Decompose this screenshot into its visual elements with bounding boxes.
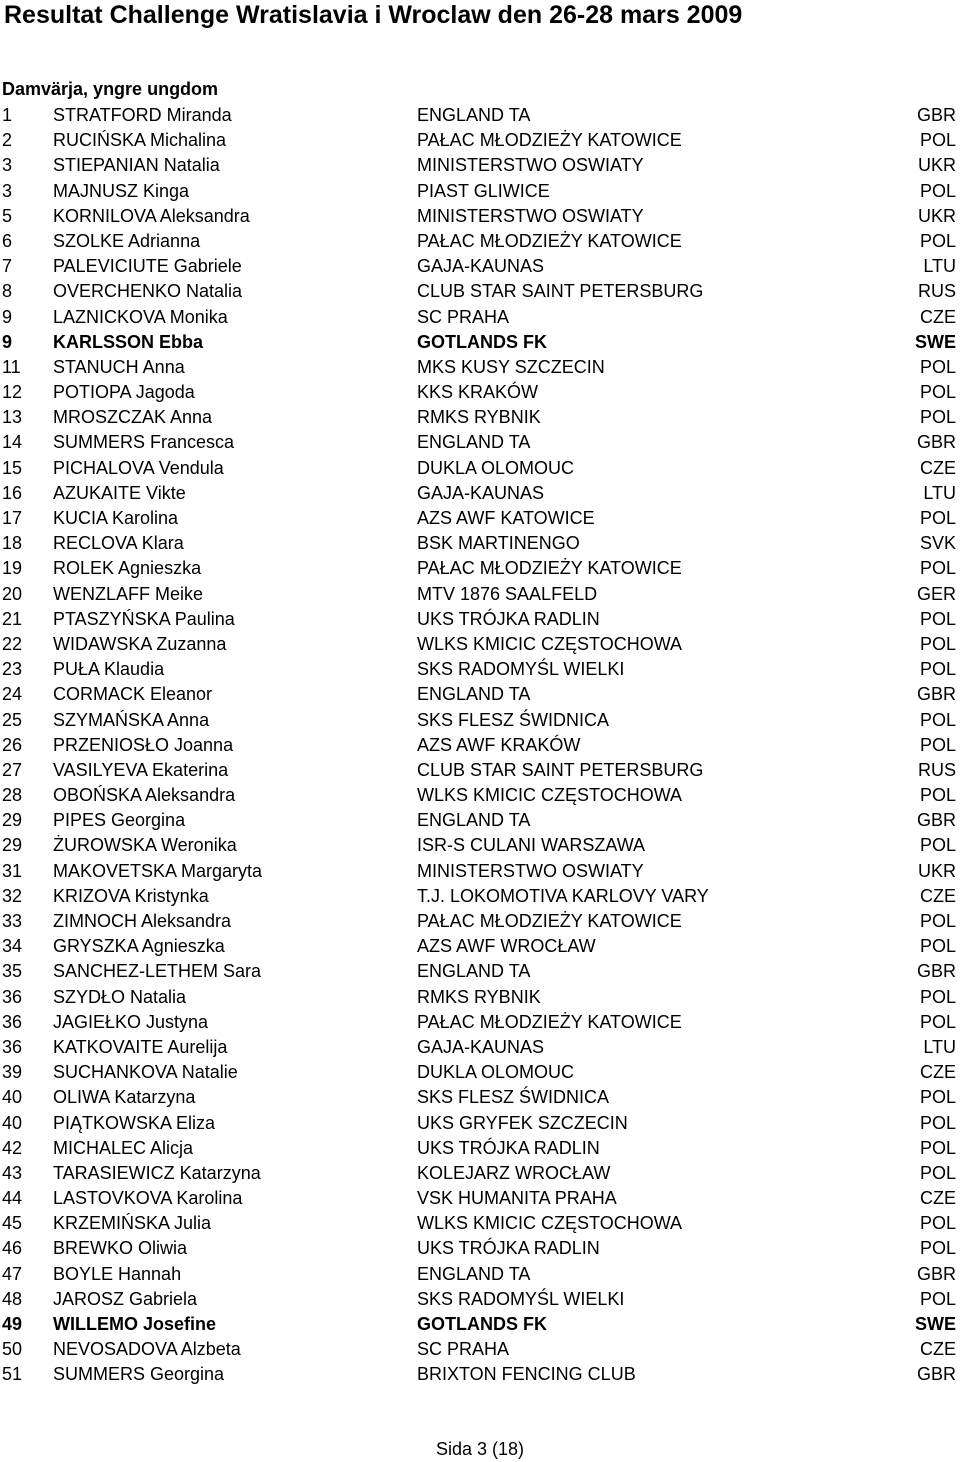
club-cell: VSK HUMANITA PRAHA <box>417 1188 617 1209</box>
result-row <box>0 833 960 858</box>
rank-cell: 7 <box>2 256 13 277</box>
country-cell: POL <box>919 130 956 151</box>
country-cell: UKR <box>917 860 956 881</box>
rank-cell: 6 <box>2 230 13 251</box>
result-row <box>0 1337 960 1362</box>
result-row <box>0 204 960 229</box>
club-cell: PAŁAC MŁODZIEŻY KATOWICE <box>417 1011 682 1032</box>
name-cell: MAKOVETSKA Margaryta <box>53 860 263 881</box>
name-cell: PUŁA Klaudia <box>53 659 165 680</box>
country-cell: CZE <box>920 306 956 327</box>
club-cell: AZS AWF KATOWICE <box>417 508 595 528</box>
result-row <box>0 1362 960 1387</box>
country-cell: POL <box>919 936 956 957</box>
result-row <box>0 153 960 178</box>
name-cell: JAROSZ Gabriela <box>53 1288 198 1309</box>
result-row <box>0 1287 960 1312</box>
name-cell: OBOŃSKA Aleksandra <box>53 785 236 806</box>
result-row <box>0 1211 960 1236</box>
rank-cell: 3 <box>2 155 13 176</box>
name-cell: NEVOSADOVA Alzbeta <box>53 1339 241 1360</box>
club-cell: MINISTERSTWO OSWIATY <box>417 860 644 881</box>
rank-cell: 9 <box>2 306 13 327</box>
club-cell: WLKS KMICIC CZĘSTOCHOWA <box>417 633 683 654</box>
name-cell: PICHALOVA Vendula <box>53 457 224 478</box>
rank-cell: 50 <box>2 1339 23 1360</box>
name-cell: BOYLE Hannah <box>53 1263 182 1284</box>
name-cell: KATKOVAITE Aurelija <box>53 1036 228 1057</box>
club-cell: SC PRAHA <box>417 1339 510 1360</box>
country-cell: POL <box>919 709 956 730</box>
country-cell: POL <box>919 1112 956 1133</box>
country-cell: UKR <box>917 205 956 226</box>
club-cell: PAŁAC MŁODZIEŻY KATOWICE <box>417 230 682 251</box>
club-cell: DUKLA OLOMOUC <box>417 1062 575 1083</box>
result-row <box>0 506 960 531</box>
result-row <box>0 708 960 733</box>
country-cell: GBR <box>916 105 956 125</box>
club-cell: RMKS RYBNIK <box>417 986 541 1007</box>
results-list <box>0 103 960 1388</box>
rank-cell: 47 <box>2 1263 23 1284</box>
result-row <box>0 582 960 607</box>
result-row <box>0 179 960 204</box>
name-cell: STIEPANIAN Natalia <box>53 155 220 176</box>
result-row <box>0 330 960 355</box>
rank-cell: 46 <box>2 1238 23 1259</box>
rank-cell: 18 <box>2 533 23 554</box>
country-cell: CZE <box>920 1188 956 1209</box>
result-row <box>0 1161 960 1186</box>
club-cell: DUKLA OLOMOUC <box>417 457 575 478</box>
country-cell: POL <box>919 608 956 629</box>
rank-cell: 21 <box>2 608 23 629</box>
name-cell: POTIOPA Jagoda <box>53 382 195 403</box>
rank-cell: 51 <box>2 1364 23 1385</box>
club-cell: PAŁAC MŁODZIEŻY KATOWICE <box>417 558 682 579</box>
result-row <box>0 128 960 153</box>
result-row <box>0 1312 960 1337</box>
club-cell: RMKS RYBNIK <box>417 407 541 428</box>
name-cell: PRZENIOSŁO Joanna <box>53 734 234 755</box>
club-cell: ENGLAND TA <box>417 810 531 831</box>
rank-cell: 12 <box>2 382 23 403</box>
club-cell: ENGLAND TA <box>417 1263 531 1284</box>
name-cell: PIĄTKOWSKA Eliza <box>53 1112 216 1133</box>
result-row <box>0 481 960 506</box>
name-cell: SZYMAŃSKA Anna <box>53 709 210 730</box>
name-cell: WENZLAFF Meike <box>53 583 204 604</box>
rank-cell: 36 <box>2 1036 23 1057</box>
rank-cell: 29 <box>2 810 23 831</box>
rank-cell: 48 <box>2 1288 23 1309</box>
rank-cell: 42 <box>2 1137 23 1158</box>
club-cell: GOTLANDS FK <box>417 331 547 352</box>
rank-cell: 31 <box>2 860 23 881</box>
country-cell: POL <box>919 1213 956 1234</box>
club-cell: GAJA-KAUNAS <box>417 1036 545 1057</box>
club-cell: ENGLAND TA <box>417 961 531 982</box>
rank-cell: 45 <box>2 1213 23 1234</box>
country-cell: LTU <box>923 482 956 503</box>
country-cell: GBR <box>916 432 956 453</box>
name-cell: CORMACK Eleanor <box>53 684 213 705</box>
result-row <box>0 682 960 707</box>
country-cell: POL <box>919 356 956 377</box>
club-cell: CLUB STAR SAINT PETERSBURG <box>417 759 704 780</box>
rank-cell: 8 <box>2 281 13 302</box>
country-cell: RUS <box>917 281 956 302</box>
result-row <box>0 380 960 405</box>
club-cell: MINISTERSTWO OSWIATY <box>417 205 644 226</box>
result-row <box>0 556 960 581</box>
country-cell: GBR <box>916 810 956 831</box>
result-row <box>0 254 960 279</box>
rank-cell: 5 <box>2 205 13 226</box>
result-row <box>0 405 960 430</box>
country-cell: UKR <box>917 155 956 176</box>
club-cell: T.J. LOKOMOTIVA KARLOVY VARY <box>417 885 709 906</box>
name-cell: ROLEK Agnieszka <box>53 558 202 579</box>
club-cell: BRIXTON FENCING CLUB <box>417 1364 636 1385</box>
name-cell: OLIWA Katarzyna <box>53 1087 196 1108</box>
club-cell: PIAST GLIWICE <box>417 180 550 201</box>
name-cell: MROSZCZAK Anna <box>53 407 213 428</box>
country-cell: POL <box>919 835 956 856</box>
rank-cell: 17 <box>2 508 23 528</box>
club-cell: WLKS KMICIC CZĘSTOCHOWA <box>417 1213 683 1234</box>
rank-cell: 1 <box>2 105 13 125</box>
result-row <box>0 934 960 959</box>
club-cell: SKS FLESZ ŚWIDNICA <box>417 709 610 730</box>
country-cell: SWE <box>914 1314 956 1334</box>
result-row <box>0 985 960 1010</box>
name-cell: MICHALEC Alicja <box>53 1137 194 1158</box>
club-cell: SC PRAHA <box>417 306 510 327</box>
result-row <box>0 305 960 330</box>
result-row <box>0 632 960 657</box>
name-cell: STRATFORD Miranda <box>53 105 232 125</box>
country-cell: POL <box>919 382 956 403</box>
rank-cell: 14 <box>2 432 23 453</box>
result-row <box>0 909 960 934</box>
club-cell: KOLEJARZ WROCŁAW <box>417 1162 611 1183</box>
name-cell: VASILYEVA Ekaterina <box>53 759 229 780</box>
result-row <box>0 808 960 833</box>
rank-cell: 11 <box>2 356 21 377</box>
club-cell: BSK MARTINENGO <box>417 533 580 554</box>
name-cell: SUCHANKOVA Natalie <box>53 1062 238 1083</box>
name-cell: JAGIEŁKO Justyna <box>53 1011 209 1032</box>
country-cell: POL <box>919 659 956 680</box>
rank-cell: 19 <box>2 558 23 579</box>
country-cell: POL <box>919 508 956 528</box>
club-cell: MKS KUSY SZCZECIN <box>417 356 605 377</box>
name-cell: BREWKO Oliwia <box>53 1238 188 1259</box>
result-row <box>0 355 960 380</box>
rank-cell: 36 <box>2 986 23 1007</box>
country-cell: POL <box>919 785 956 806</box>
club-cell: GAJA-KAUNAS <box>417 482 545 503</box>
name-cell: KARLSSON Ebba <box>53 331 204 352</box>
rank-cell: 40 <box>2 1087 23 1108</box>
result-row <box>0 859 960 884</box>
name-cell: WILLEMO Josefine <box>53 1314 217 1334</box>
name-cell: PALEVICIUTE Gabriele <box>53 256 242 277</box>
rank-cell: 23 <box>2 659 23 680</box>
country-cell: LTU <box>923 1036 956 1057</box>
rank-cell: 35 <box>2 961 23 982</box>
result-row <box>0 1236 960 1261</box>
rank-cell: 49 <box>2 1314 23 1334</box>
name-cell: SUMMERS Georgina <box>53 1364 225 1385</box>
country-cell: GBR <box>916 961 956 982</box>
name-cell: LASTOVKOVA Karolina <box>53 1188 243 1209</box>
country-cell: POL <box>919 633 956 654</box>
result-row <box>0 456 960 481</box>
rank-cell: 33 <box>2 911 23 931</box>
rank-cell: 15 <box>2 457 23 478</box>
result-row <box>0 1186 960 1211</box>
rank-cell: 34 <box>2 936 23 957</box>
rank-cell: 28 <box>2 785 23 806</box>
page-footer: Sida 3 (18) <box>435 1439 525 1459</box>
rank-cell: 36 <box>2 1011 23 1032</box>
result-row <box>0 430 960 455</box>
result-row <box>0 884 960 909</box>
name-cell: SZOLKE Adrianna <box>53 230 201 251</box>
country-cell: CZE <box>920 1062 956 1083</box>
country-cell: GBR <box>916 1364 956 1385</box>
name-cell: SUMMERS Francesca <box>53 432 235 453</box>
result-row <box>0 733 960 758</box>
club-cell: SKS RADOMYŚL WIELKI <box>417 659 625 680</box>
result-row <box>0 607 960 632</box>
country-cell: CZE <box>920 457 956 478</box>
club-cell: SKS RADOMYŚL WIELKI <box>417 1288 625 1309</box>
country-cell: POL <box>919 1087 956 1108</box>
result-row <box>0 758 960 783</box>
country-cell: RUS <box>917 759 956 780</box>
country-cell: SWE <box>914 331 956 352</box>
name-cell: ŻUROWSKA Weronika <box>53 835 237 856</box>
result-row <box>0 1035 960 1060</box>
country-cell: POL <box>919 911 956 931</box>
result-row <box>0 783 960 808</box>
name-cell: WIDAWSKA Zuzanna <box>53 633 227 654</box>
club-cell: CLUB STAR SAINT PETERSBURG <box>417 281 704 302</box>
club-cell: PAŁAC MŁODZIEŻY KATOWICE <box>417 130 682 151</box>
club-cell: GOTLANDS FK <box>417 1314 547 1334</box>
rank-cell: 44 <box>2 1188 23 1209</box>
country-cell: POL <box>919 1288 956 1309</box>
country-cell: POL <box>919 1162 956 1183</box>
country-cell: CZE <box>920 885 956 906</box>
club-cell: WLKS KMICIC CZĘSTOCHOWA <box>417 785 683 806</box>
result-row <box>0 1085 960 1110</box>
club-cell: SKS FLESZ ŚWIDNICA <box>417 1087 610 1108</box>
result-row <box>0 1262 960 1287</box>
name-cell: ZIMNOCH Aleksandra <box>53 911 232 931</box>
club-cell: UKS GRYFEK SZCZECIN <box>417 1112 628 1133</box>
rank-cell: 9 <box>2 331 13 352</box>
result-row <box>0 1111 960 1136</box>
club-cell: ENGLAND TA <box>417 684 531 705</box>
name-cell: SANCHEZ-LETHEM Sara <box>53 961 262 982</box>
rank-cell: 22 <box>2 633 23 654</box>
club-cell: PAŁAC MŁODZIEŻY KATOWICE <box>417 911 682 931</box>
club-cell: ENGLAND TA <box>417 432 531 453</box>
rank-cell: 32 <box>2 885 23 906</box>
name-cell: KRIZOVA Kristynka <box>53 885 209 906</box>
name-cell: GRYSZKA Agnieszka <box>53 936 225 957</box>
result-row <box>0 1010 960 1035</box>
country-cell: POL <box>919 230 956 251</box>
club-cell: GAJA-KAUNAS <box>417 256 545 277</box>
country-cell: POL <box>919 1238 956 1259</box>
result-row <box>0 229 960 254</box>
rank-cell: 26 <box>2 734 23 755</box>
rank-cell: 16 <box>2 482 23 503</box>
rank-cell: 13 <box>2 407 23 428</box>
name-cell: MAJNUSZ Kinga <box>53 180 190 201</box>
name-cell: TARASIEWICZ Katarzyna <box>53 1162 261 1183</box>
name-cell: STANUCH Anna <box>53 356 185 377</box>
rank-cell: 20 <box>2 583 23 604</box>
country-cell: POL <box>919 558 956 579</box>
country-cell: POL <box>919 986 956 1007</box>
country-cell: GBR <box>916 1263 956 1284</box>
name-cell: KUCIA Karolina <box>53 508 179 528</box>
country-cell: SVK <box>919 533 956 554</box>
rank-cell: 25 <box>2 709 23 730</box>
result-row <box>0 531 960 556</box>
club-cell: UKS TRÓJKA RADLIN <box>417 1137 600 1158</box>
club-cell: AZS AWF WROCŁAW <box>417 936 596 957</box>
club-cell: ISR-S CULANI WARSZAWA <box>417 835 646 856</box>
result-row <box>0 1136 960 1161</box>
name-cell: PTASZYŃSKA Paulina <box>53 608 235 629</box>
rank-cell: 2 <box>2 130 13 151</box>
result-row <box>0 279 960 304</box>
result-row <box>0 1060 960 1085</box>
result-row <box>0 657 960 682</box>
rank-cell: 27 <box>2 759 23 780</box>
result-row <box>0 959 960 984</box>
country-cell: POL <box>919 1137 956 1158</box>
country-cell: POL <box>919 734 956 755</box>
section-heading: Damvärja, yngre ungdom <box>2 79 219 99</box>
country-cell: POL <box>919 1011 956 1032</box>
club-cell: ENGLAND TA <box>417 105 531 125</box>
rank-cell: 29 <box>2 835 23 856</box>
country-cell: CZE <box>920 1339 956 1360</box>
country-cell: POL <box>919 407 956 428</box>
rank-cell: 39 <box>2 1062 23 1083</box>
name-cell: RUCIŃSKA Michalina <box>53 130 227 151</box>
name-cell: SZYDŁO Natalia <box>53 986 187 1007</box>
country-cell: LTU <box>923 256 956 277</box>
name-cell: RECLOVA Klara <box>53 533 184 554</box>
rank-cell: 43 <box>2 1162 23 1183</box>
name-cell: KORNILOVA Aleksandra <box>53 205 250 226</box>
page-title: Resultat Challenge Wratislavia i Wroclaw den 26-28 mars 2009 <box>4 1 743 29</box>
club-cell: UKS TRÓJKA RADLIN <box>417 608 600 629</box>
country-cell: POL <box>919 180 956 201</box>
country-cell: GER <box>916 583 956 604</box>
club-cell: UKS TRÓJKA RADLIN <box>417 1238 600 1259</box>
name-cell: OVERCHENKO Natalia <box>53 281 243 302</box>
rank-cell: 40 <box>2 1112 23 1133</box>
country-cell: GBR <box>916 684 956 705</box>
name-cell: KRZEMIŃSKA Julia <box>53 1213 212 1234</box>
name-cell: AZUKAITE Vikte <box>53 482 186 503</box>
rank-cell: 3 <box>2 180 13 201</box>
club-cell: AZS AWF KRAKÓW <box>417 734 581 755</box>
club-cell: MINISTERSTWO OSWIATY <box>417 155 644 176</box>
result-row <box>0 103 960 128</box>
name-cell: LAZNICKOVA Monika <box>53 306 228 327</box>
name-cell: PIPES Georgina <box>53 810 186 831</box>
club-cell: MTV 1876 SAALFELD <box>417 583 598 604</box>
club-cell: KKS KRAKÓW <box>417 382 539 403</box>
rank-cell: 24 <box>2 684 23 705</box>
